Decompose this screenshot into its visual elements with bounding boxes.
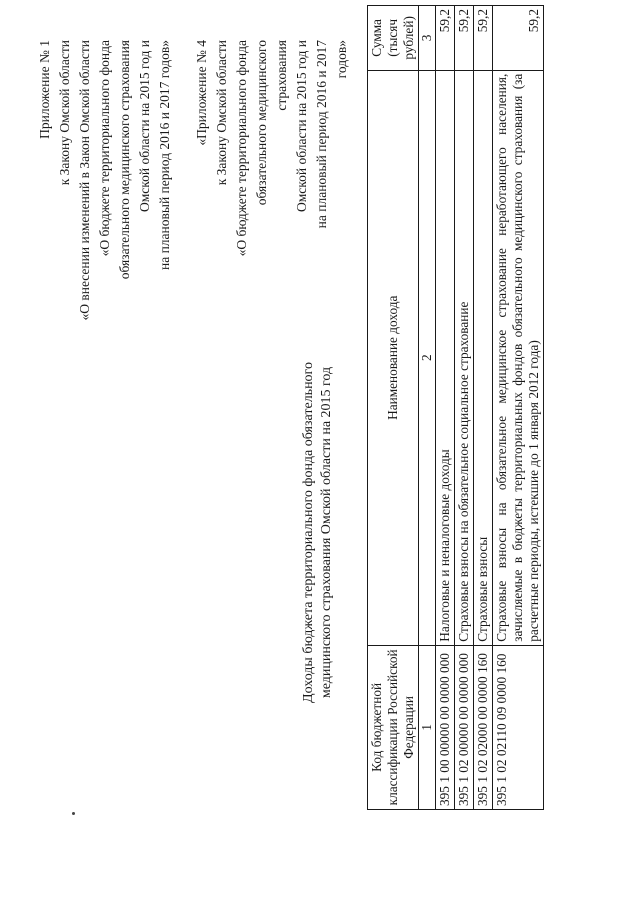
row-sum: 59,2 — [436, 6, 455, 71]
appendix-4-line: обязательного медицинского страхования — [254, 40, 289, 206]
row-code: 395 1 02 00000 00 0000 000 — [455, 645, 474, 809]
row-name: Налоговые и неналоговые доходы — [436, 70, 455, 645]
row-sum: 59,2 — [474, 6, 493, 71]
table-header-row — [368, 6, 419, 810]
header-code: Код бюджетной классификации Российской Федерации — [368, 645, 419, 809]
column-number: 1 — [419, 645, 436, 809]
row-code: 395 1 02 02000 00 0000 160 — [474, 645, 493, 809]
row-name: Страховые взносы на обязательное медицинское страхование неработающего населения, зачисляемые в бюджеты территориальных фондов обязательного медицинского страхования (за расчетные периоды, истекшие до 1 января 2012 года) — [493, 70, 544, 645]
income-table — [367, 5, 544, 810]
appendix-1-header — [35, 40, 175, 321]
row-sum: 59,2 — [493, 6, 544, 71]
table-row — [493, 6, 544, 810]
table-row — [455, 6, 474, 810]
appendix-1-line: Приложение № 1 — [37, 40, 52, 139]
row-name: Страховые взносы на обязательное социальное страхование — [455, 70, 474, 645]
row-name: Страховые взносы — [474, 70, 493, 645]
title-line: Доходы бюджета территориального фонда обязательного — [301, 362, 316, 703]
table-row — [474, 6, 493, 810]
table-row — [436, 6, 455, 810]
appendix-4-line: на плановый период 2016 и 2017 годов» — [314, 40, 349, 229]
column-number: 3 — [419, 6, 436, 71]
appendix-4-line: «Приложение № 4 — [194, 40, 209, 146]
scan-speck — [72, 812, 75, 815]
appendix-1-line: обязательного медицинского страхования — [117, 40, 132, 280]
header-name: Наименование дохода — [368, 70, 419, 645]
column-number-row — [419, 6, 436, 810]
row-code: 395 1 00 00000 00 0000 000 — [436, 645, 455, 809]
appendix-1-line: «О внесении изменений в Закон Омской области — [77, 40, 92, 321]
appendix-1-line: Омской области на 2015 год и — [137, 40, 152, 213]
appendix-4-line: «О бюджете территориального фонда — [234, 40, 249, 257]
row-code: 395 1 02 02110 09 0000 160 — [493, 645, 544, 809]
appendix-4-line: Омской области на 2015 год и — [294, 40, 309, 213]
header-sum: Сумма (тысяч рублей) — [368, 6, 419, 71]
document-title — [300, 0, 336, 905]
appendix-1-line: «О бюджете территориального фонда — [97, 40, 112, 257]
title-line: медицинского страхования Омской области на 2015 год — [319, 366, 334, 699]
appendix-1-line: на плановый период 2016 и 2017 годов» — [157, 40, 172, 271]
row-sum: 59,2 — [455, 6, 474, 71]
column-number: 2 — [419, 70, 436, 645]
appendix-1-line: к Закону Омской области — [57, 40, 72, 186]
appendix-4-line: к Закону Омской области — [214, 40, 229, 186]
